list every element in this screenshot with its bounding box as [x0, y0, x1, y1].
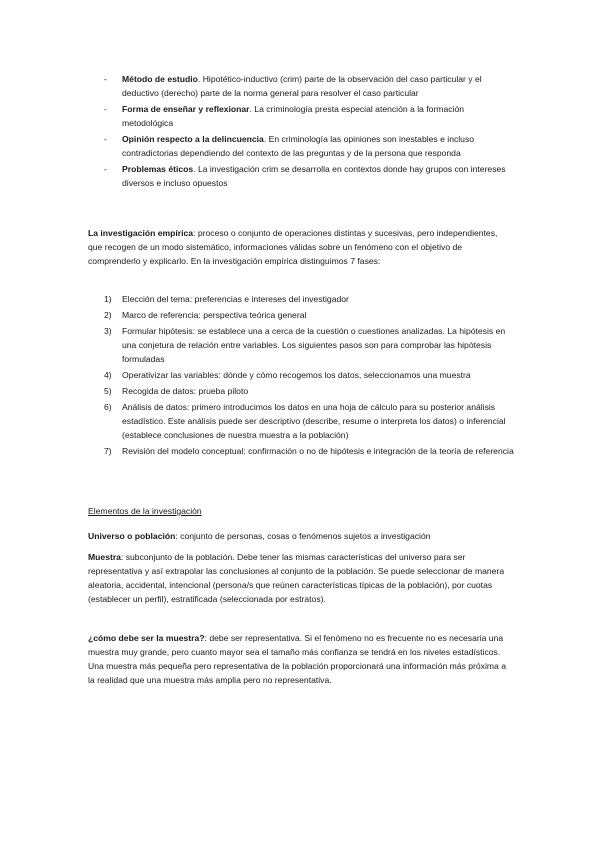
list-dash: - — [104, 104, 107, 114]
definition: : proceso o conjunto de operaciones distintas y sucesivas, pero independientes, que recogen de un modo sistemático, informaciones válidas sobre un fenómeno con el objetivo de comprenderlo y explicarlo. En la investigación empírica distinguimos 7 fases: — [88, 228, 498, 266]
item-text: Recogida de datos: prueba piloto — [122, 386, 249, 396]
list-dash: - — [104, 134, 107, 144]
definition: : debe ser representativa. Si el fenómeno no es frecuente no es necesaria una muestra muy grande, pero cuanto mayor sea el tamaño más confianza se tendrá en los niveles estadísticos. Una muestra más pequeña pero representativa de la población proporcionará una información más próxima a la realidad que una muestra más amplia pero no representativa. — [88, 633, 506, 685]
term: ¿cómo debe ser la muestra? — [88, 633, 205, 643]
how-sample-paragraph — [88, 631, 513, 687]
term: Muestra — [88, 552, 121, 562]
list-item — [104, 368, 514, 382]
section-heading: Elementos de la investigación — [88, 506, 202, 516]
list-item — [104, 400, 514, 442]
item-text: . La investigación crim se desarrolla en contextos donde hay grupos con intereses diversos e incluso opuestos — [122, 164, 506, 188]
item-text: Revisión del modelo conceptual: confirmación o no de hipótesis e integración de la teoría de referencia — [122, 446, 514, 456]
list-dash: - — [104, 164, 107, 174]
list-item — [104, 384, 514, 398]
research-phases-list — [104, 292, 514, 460]
item-text: Marco de referencia: perspectiva teórica general — [122, 310, 307, 320]
term: Universo o población — [88, 531, 176, 541]
list-number: 1) — [104, 294, 112, 304]
list-item — [104, 308, 514, 322]
item-title: Problemas éticos — [122, 164, 194, 174]
list-item — [104, 292, 514, 306]
item-text: Elección del tema: preferencias e intereses del investigador — [122, 294, 349, 304]
empirical-research-paragraph — [88, 226, 513, 268]
list-item — [104, 324, 514, 366]
item-title: Opinión respecto a la delincuencia — [122, 134, 264, 144]
list-item — [104, 132, 514, 160]
criminology-differences-list — [104, 72, 514, 192]
universe-paragraph — [88, 529, 513, 543]
list-item — [104, 72, 514, 100]
item-text: Operativizar las variables: dónde y cómo recogemos los datos, seleccionamos una muestra — [122, 370, 471, 380]
item-text: Formular hipótesis: se establece una a cerca de la cuestión o cuestiones analizadas. La hipótesis en una conjetura de relación entre variables. Los siguientes pasos son para comprobar las hipótesis formuladas — [122, 326, 506, 364]
list-number: 3) — [104, 326, 112, 336]
item-text: . La criminología presta especial atención a la formación metodológica — [122, 104, 465, 128]
list-number: 2) — [104, 310, 112, 320]
definition: : conjunto de personas, cosas o fenómenos sujetos a investigación — [175, 531, 431, 541]
list-number: 4) — [104, 370, 112, 380]
list-item — [104, 102, 514, 130]
item-text: . Hipotético-inductivo (crim) parte de la observación del caso particular y el deductivo (derecho) parte de la norma general para resolver el caso particular — [122, 74, 482, 98]
list-item — [104, 444, 514, 458]
item-title: Forma de enseñar y reflexionar — [122, 104, 250, 114]
list-item — [104, 162, 514, 190]
item-title: Método de estudio — [122, 74, 198, 84]
term: La investigación empírica — [88, 228, 194, 238]
list-number: 7) — [104, 446, 112, 456]
item-text: . En criminología las opiniones son inestables e incluso contradictorias dependiendo del contexto de las preguntas y de la persona que responda — [122, 134, 475, 158]
sample-paragraph — [88, 550, 513, 606]
item-text: Análisis de datos: primero introducimos los datos en una hoja de cálculo para su posterior análisis estadístico. Este análisis puede ser descriptivo (describe, resume o interpreta los datos) o inferencial (establece conclusiones de nuestra muestra a la población) — [122, 402, 506, 440]
list-number: 6) — [104, 402, 112, 412]
definition: : subconjunto de la población. Debe tener las mismas características del universo para ser representativa y así extrapolar las conclusiones al conjunto de la población. Se puede seleccionar de manera aleatoria, accidental, intencional (persona/s que reúnen características típicas de la población), por cuotas (establecer un perfil), estratificada (seleccionada por estratos). — [88, 552, 505, 604]
list-number: 5) — [104, 386, 112, 396]
list-dash: - — [104, 74, 107, 84]
